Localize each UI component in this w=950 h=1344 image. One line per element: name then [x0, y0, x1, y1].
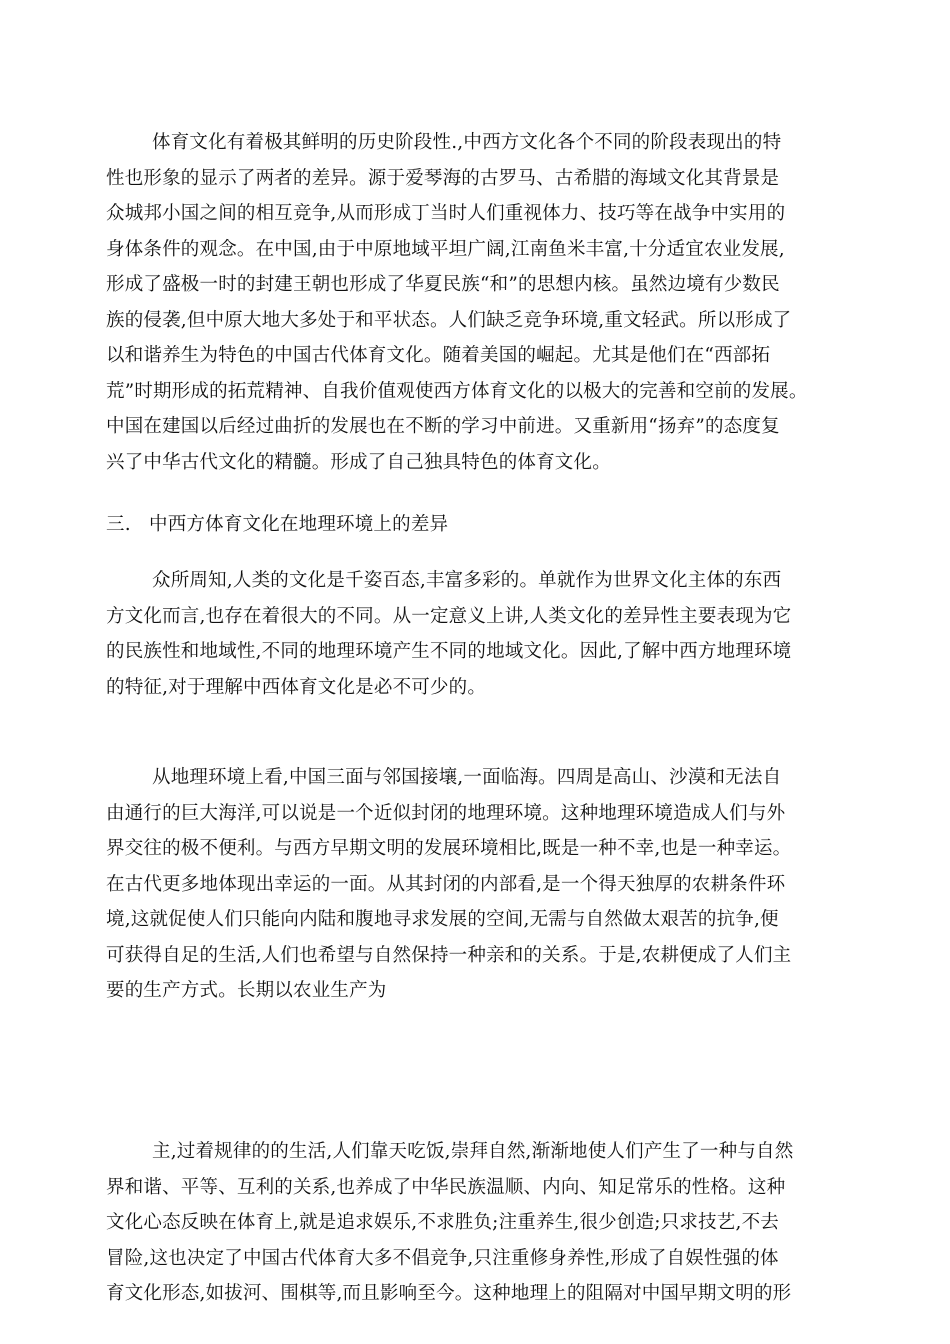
text-line: 的特征,对于理解中西体育文化是必不可少的。 [106, 676, 487, 698]
text-line: 境,这就促使人们只能向内陆和腹地寻求发展的空间,无需与自然做太艰苦的抗争,便 [106, 909, 779, 930]
text-line: 众城邦小国之间的相互竞争,从而形成丁当时人们重视体力、技巧等在战争中实用的 [106, 203, 786, 224]
text-line: 界交往的极不便利。与西方早期文明的发展环境相比,既是一种不幸,也是一种幸运。 [106, 838, 792, 859]
text-line: 界和谐、平等、互利的关系,也养成了中华民族温顺、内向、知足常乐的性格。这种 [106, 1176, 786, 1198]
text-line: 冒险,这也决定了中国古代体育大多不倡竞争,只注重修身养性,形成了自娱性强的体 [106, 1247, 779, 1269]
text-line: 形成了盛极一时的封建王朝也形成了华夏民族“和”的思想内核。虽然边境有少数民 [106, 274, 780, 295]
text-line: 以和谐养生为特色的中国古代体育文化。随着美国的崛起。尤其是他们在“西部拓 [106, 345, 771, 366]
text-line: 中国在建国以后经过曲折的发展也在不断的学习中前进。又重新用“扬弃”的态度复 [106, 416, 780, 437]
text-line: 荒”时期形成的拓荒精神、自我价值观使西方体育文化的以极大的完善和空前的发展。 [106, 380, 808, 402]
text-line: 文化心态反映在体育上,就是追求娱乐,不求胜负;注重养生,很少创造;只求技艺,不去 [106, 1212, 779, 1233]
text-line: 性也形象的显示了两者的差异。源于爱琴海的古罗马、古希腊的海域文化其背景是 [106, 167, 780, 189]
text-line: 育文化形态,如拔河、围棋等,而且影响至今。这种地理上的阻隔对中国早期文明的形 [106, 1283, 792, 1304]
text-line: 方文化而言,也存在着很大的不同。从一定意义上讲,人类文化的差异性主要表现为它 [106, 605, 792, 627]
text-line: 兴了中华古代文化的精髓。形成了自己独具特色的体育文化。 [106, 451, 611, 473]
text-line: 由通行的巨大海洋,可以说是一个近似封闭的地理环境。这种地理环境造成人们与外 [106, 802, 786, 824]
paragraph-geography [106, 760, 866, 1009]
paragraph-cultural-diversity [106, 563, 866, 705]
section-heading [106, 507, 866, 543]
paragraph-agriculture [106, 1134, 866, 1312]
text-line: 主,过着规律的的生活,人们靠天吃饭,崇拜自然,渐渐地使人们产生了一种与自然 [152, 1141, 794, 1162]
text-line: 从地理环境上看,中国三面与邻国接壤,一面临海。四周是高山、沙漠和无法自 [152, 767, 782, 788]
text-line: 众所周知,人类的文化是千姿百态,丰富多彩的。单就作为世界文化主体的东西 [152, 570, 782, 591]
text-line: 的民族性和地域性,不同的地理环境产生不同的地域文化。因此,了解中西方地理环境 [106, 641, 792, 662]
text-line: 族的侵袭,但中原大地大多处于和平状态。人们缺乏竞争环境,重文轻武。所以形成了 [106, 309, 792, 331]
text-line: 体育文化有着极其鲜明的历史阶段性.,中西方文化各个不同的阶段表现出的特 [152, 132, 782, 153]
text-line: 要的生产方式。长期以农业生产为 [106, 980, 387, 1001]
section-heading-text: 三. 中西方体育文化在地理环境上的差异 [106, 514, 449, 535]
text-line: 在古代更多地体现出幸运的一面。从其封闭的内部看,是一个得天独厚的农耕条件环 [106, 873, 786, 895]
text-line: 可获得自足的生活,人们也希望与自然保持一种亲和的关系。于是,农耕便成了人们主 [106, 944, 792, 966]
paragraph-historical-stages [106, 125, 866, 480]
text-line: 身体条件的观念。在中国,由于中原地域平坦广阔,江南鱼米丰富,十分适宜农业发展, [106, 238, 785, 260]
